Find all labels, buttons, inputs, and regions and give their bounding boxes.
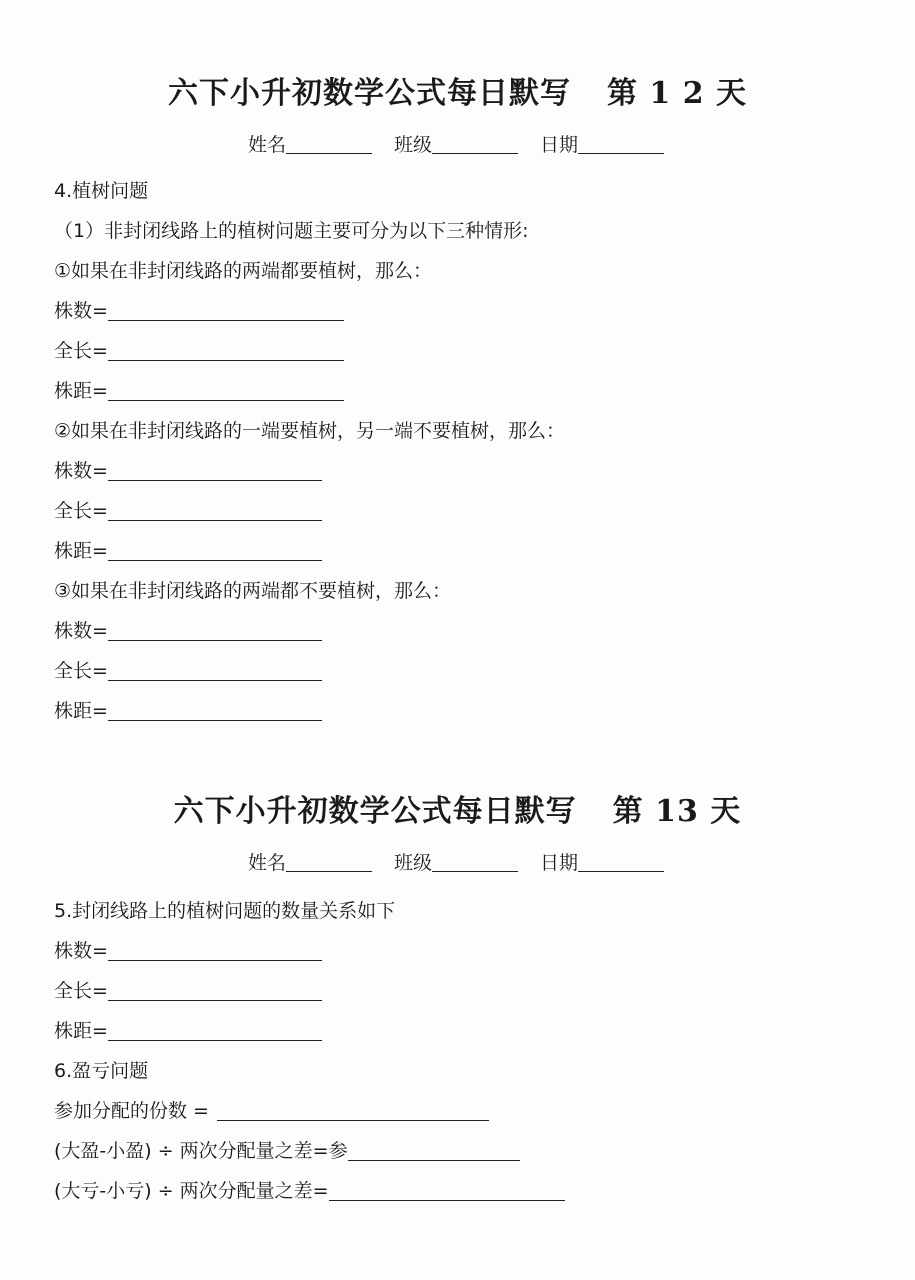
answer-label: 株数= (54, 300, 108, 322)
page-title-day13 (0, 786, 915, 830)
answer-blank[interactable] (108, 460, 322, 481)
answer-label: 全长= (54, 500, 108, 522)
class-label: 班级 (394, 852, 433, 874)
section-heading: 4.植树问题 (54, 180, 149, 202)
answer-row (54, 1018, 322, 1044)
class-field[interactable] (432, 853, 518, 872)
student-info-day12 (248, 130, 664, 157)
title-text: 六下小升初数学公式每日默写 (173, 794, 577, 829)
answer-blank[interactable] (108, 500, 322, 521)
answer-label: 株距= (54, 540, 108, 562)
answer-row (54, 1138, 520, 1164)
answer-row (54, 1098, 489, 1124)
name-label: 姓名 (248, 134, 287, 156)
case-1-heading: ①如果在非封闭线路的两端都要植树，那么： (54, 260, 433, 282)
answer-label: 全长= (54, 660, 108, 682)
answer-row (54, 698, 322, 724)
date-label: 日期 (540, 852, 579, 874)
class-label: 班级 (394, 134, 433, 156)
date-field[interactable] (578, 853, 664, 872)
answer-label: 株距= (54, 1020, 108, 1042)
answer-row (54, 618, 322, 644)
answer-blank[interactable] (108, 660, 322, 681)
name-field[interactable] (286, 135, 372, 154)
case-2-heading: ②如果在非封闭线路的一端要植树，另一端不要植树，那么： (54, 420, 566, 442)
answer-label: 全长= (54, 980, 108, 1002)
answer-blank[interactable] (108, 700, 322, 721)
answer-label: 株距= (54, 380, 108, 402)
answer-row (54, 458, 322, 484)
answer-row (54, 378, 344, 404)
class-field[interactable] (432, 135, 518, 154)
answer-blank[interactable] (108, 620, 322, 641)
answer-blank[interactable] (217, 1100, 489, 1121)
answer-row (54, 978, 322, 1004)
answer-label: 全长= (54, 340, 108, 362)
section-heading: 5.封闭线路上的植树问题的数量关系如下 (54, 900, 396, 922)
answer-row (54, 338, 344, 364)
case-3-heading: ③如果在非封闭线路的两端都不要植树，那么： (54, 580, 452, 602)
answer-row (54, 298, 344, 324)
name-field[interactable] (286, 853, 372, 872)
answer-label: 参加分配的份数 = (54, 1100, 209, 1122)
day-number: 第 13 天 (612, 794, 742, 829)
answer-label: 株数= (54, 460, 108, 482)
answer-blank[interactable] (108, 380, 344, 401)
answer-blank[interactable] (348, 1140, 520, 1161)
page-title-day12 (0, 68, 915, 112)
answer-blank[interactable] (108, 340, 344, 361)
day-number: 第 1 2 天 (606, 76, 748, 111)
date-label: 日期 (540, 134, 579, 156)
section-heading: 6.盈亏问题 (54, 1060, 149, 1082)
answer-row (54, 1178, 565, 1204)
answer-row (54, 538, 322, 564)
title-text: 六下小升初数学公式每日默写 (167, 76, 571, 111)
answer-blank[interactable] (108, 1020, 322, 1041)
answer-label: 株数= (54, 620, 108, 642)
answer-label: (大盈-小盈) ÷ 两次分配量之差=参 (54, 1140, 348, 1162)
answer-row (54, 938, 322, 964)
answer-blank[interactable] (108, 300, 344, 321)
subheading: （1）非封闭线路上的植树问题主要可分为以下三种情形: (54, 220, 529, 242)
answer-blank[interactable] (108, 540, 322, 561)
answer-row (54, 658, 322, 684)
answer-label: (大亏-小亏) ÷ 两次分配量之差= (54, 1180, 329, 1202)
answer-blank[interactable] (108, 940, 322, 961)
answer-label: 株距= (54, 700, 108, 722)
answer-row (54, 498, 322, 524)
name-label: 姓名 (248, 852, 287, 874)
answer-blank[interactable] (329, 1180, 565, 1201)
answer-label: 株数= (54, 940, 108, 962)
student-info-day13 (248, 848, 664, 875)
date-field[interactable] (578, 135, 664, 154)
answer-blank[interactable] (108, 980, 322, 1001)
